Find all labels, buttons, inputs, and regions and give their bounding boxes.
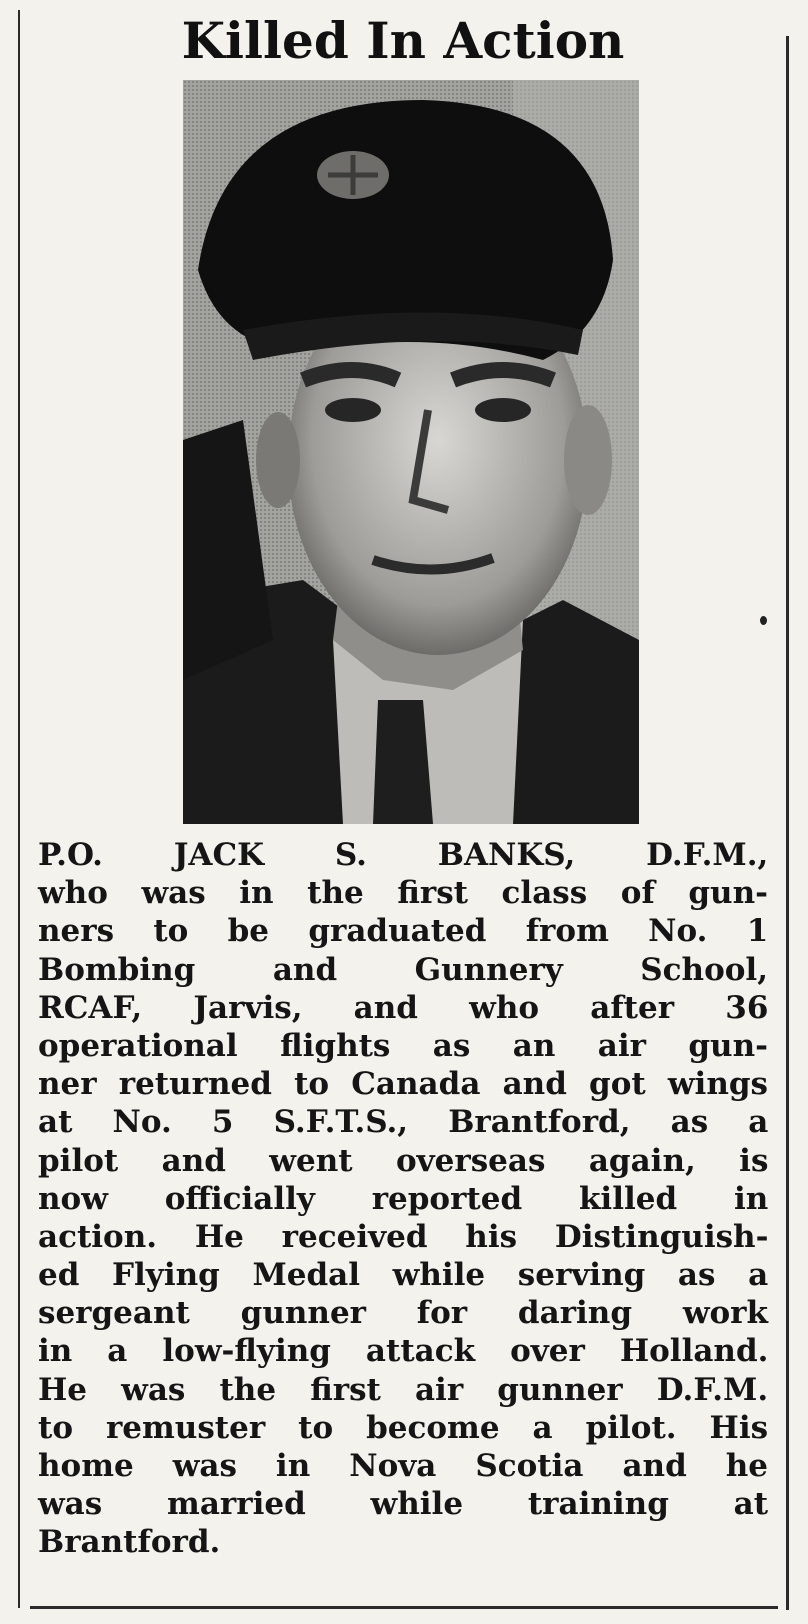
caption-line: pilot and went overseas again, is: [38, 1142, 769, 1179]
caption-line: now officially reported killed in: [38, 1180, 769, 1217]
caption-line: to remuster to become a pilot. His: [38, 1409, 769, 1446]
caption-line: operational flights as an air gun-: [38, 1027, 768, 1064]
caption-line: Brantford.: [38, 1524, 221, 1561]
portrait-photo: [183, 80, 639, 824]
caption-line: RCAF, Jarvis, and who after 36: [38, 989, 769, 1026]
caption-line: was married while training at: [38, 1486, 769, 1523]
headline: Killed In Action: [181, 11, 625, 70]
column-rule-left: [18, 10, 20, 1608]
caption-line: ed Flying Medal while serving as a: [38, 1257, 769, 1294]
caption-line: sergeant gunner for daring work: [38, 1295, 768, 1332]
caption-text: [38, 836, 768, 1562]
caption-line: P.O. JACK S. BANKS, D.F.M.,: [38, 837, 769, 873]
column-rule-right: [786, 36, 789, 1610]
caption-line: who was in the first class of gun-: [38, 875, 768, 912]
ink-speck: [760, 616, 767, 625]
caption-line: Bombing and Gunnery School,: [38, 951, 768, 988]
caption-line: home was in Nova Scotia and he: [38, 1448, 768, 1484]
column-rule-bottom: [30, 1606, 778, 1609]
caption-line: action. He received his Distinguish-: [38, 1218, 769, 1255]
caption-line: at No. 5 S.F.T.S., Brantford, as a: [38, 1104, 769, 1141]
caption-line: ners to be graduated from No. 1: [38, 913, 769, 950]
caption-line: in a low-flying attack over Holland.: [38, 1333, 769, 1370]
portrait-illustration: [183, 80, 639, 824]
caption-line: He was the first air gunner D.F.M.: [38, 1371, 769, 1408]
caption-line: ner returned to Canada and got wings: [38, 1066, 768, 1103]
